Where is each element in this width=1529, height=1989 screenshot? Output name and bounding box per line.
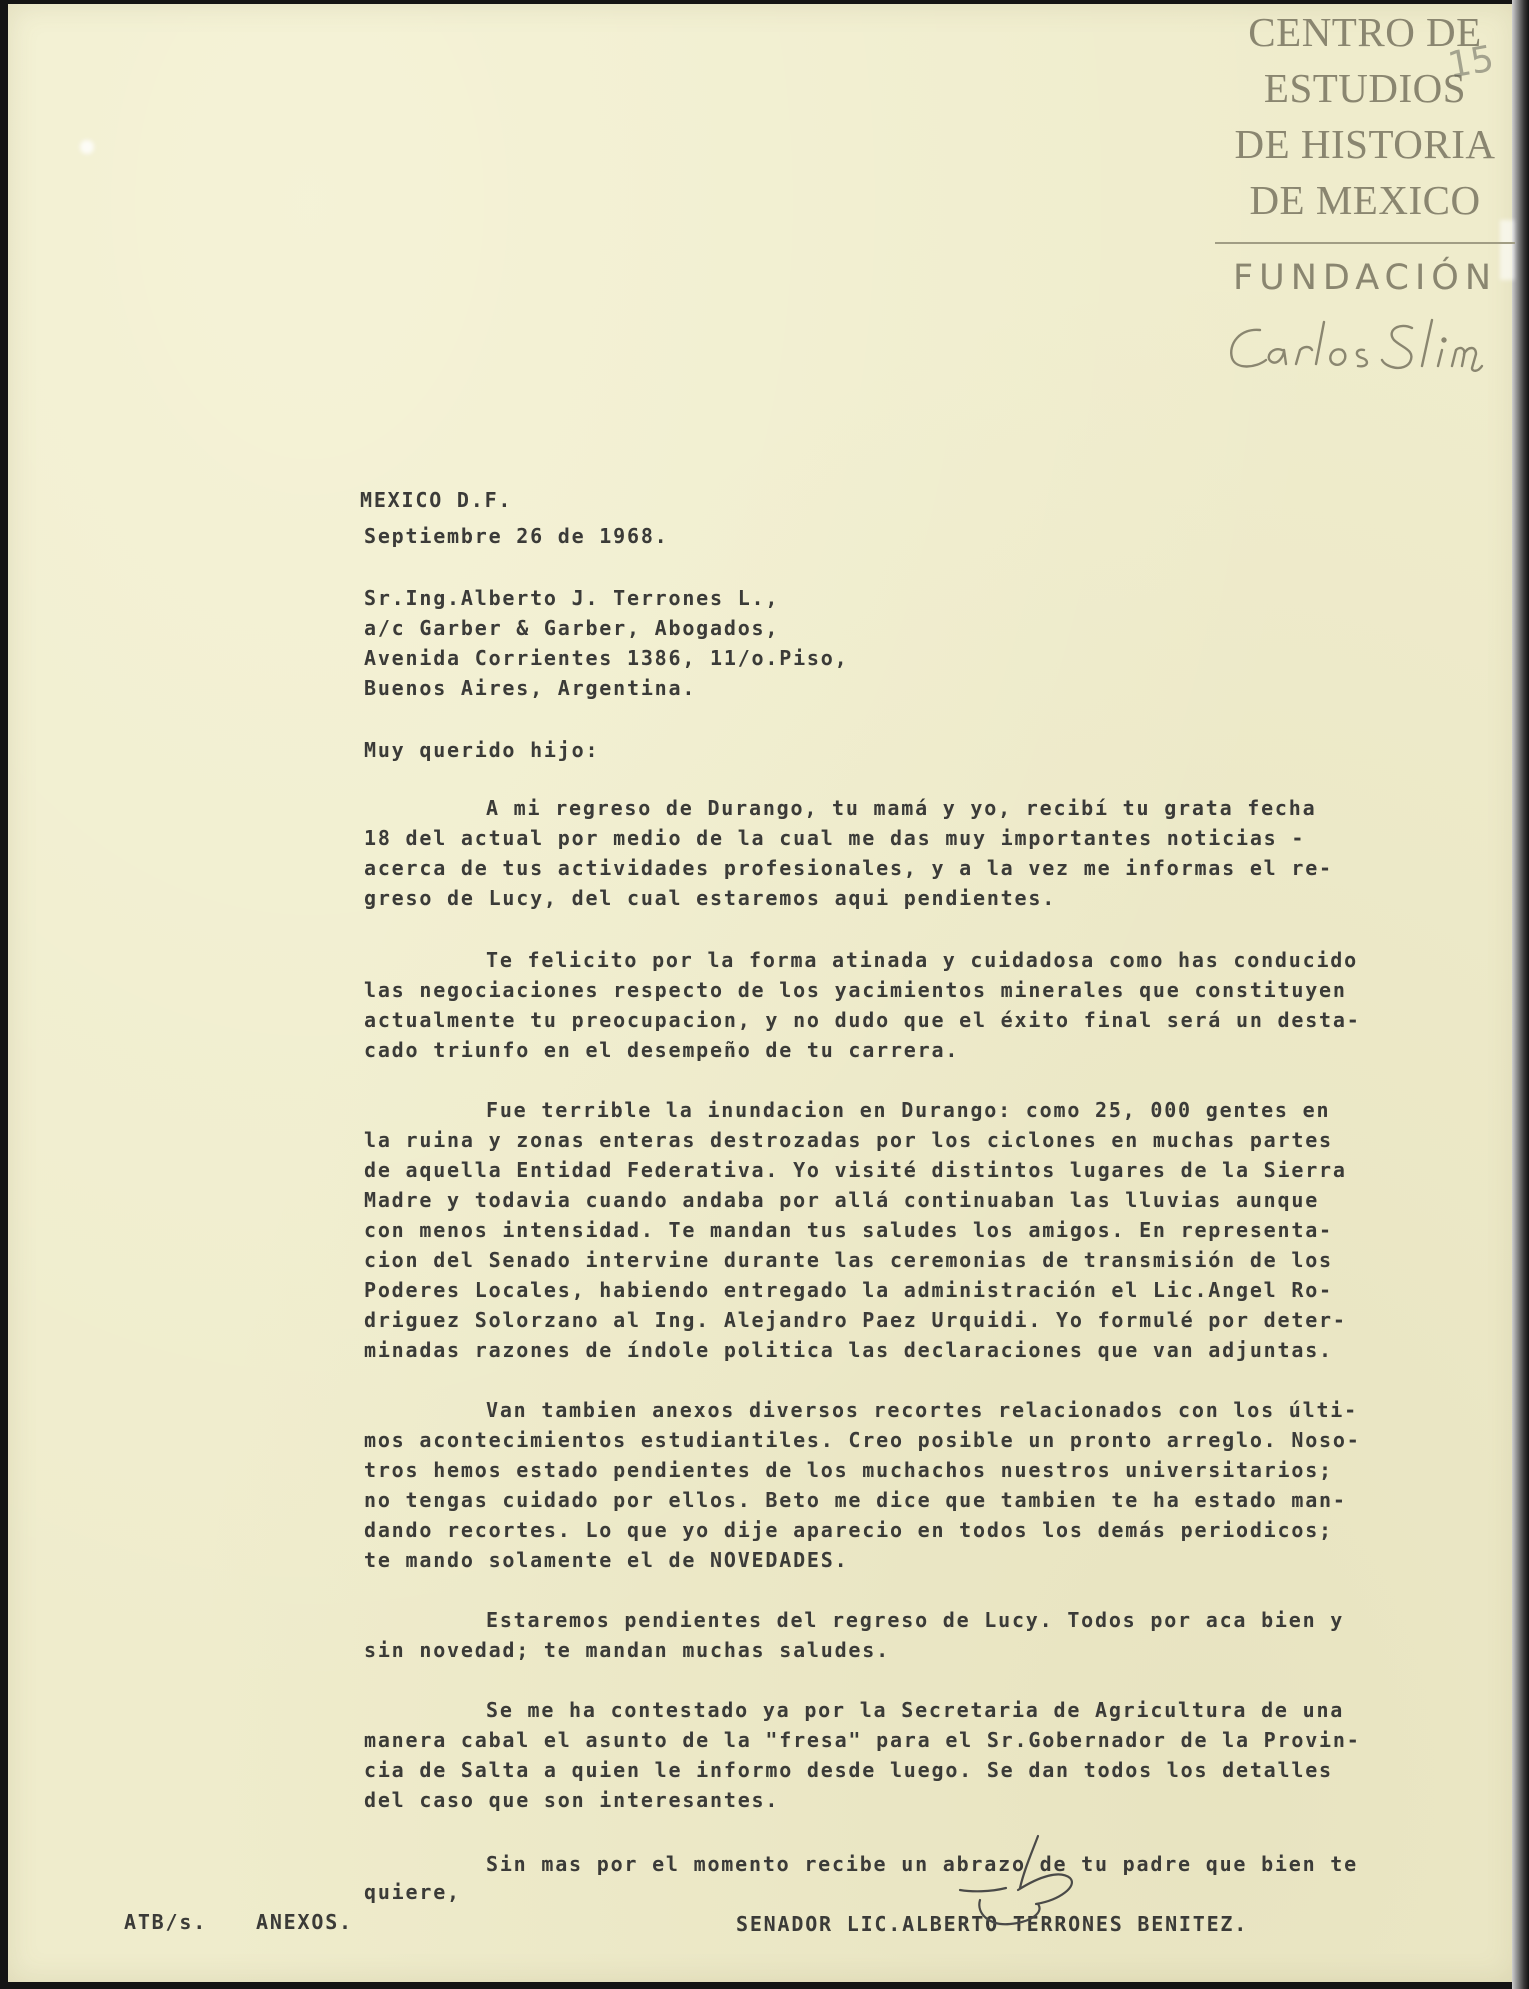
paragraph-line: minadas razones de índole politica las declaraciones que van adjuntas.: [364, 1338, 1333, 1362]
paragraph-line: actualmente tu preocupacion, y no dudo que el éxito final será un desta-: [364, 1008, 1361, 1032]
paragraph-line: Poderes Locales, habiendo entregado la administración el Lic.Angel Ro-: [364, 1278, 1333, 1302]
paragraph-line: la ruina y zonas enteras destrozadas por los ciclones en muchas partes: [364, 1128, 1333, 1152]
letter-place: MEXICO D.F.: [360, 488, 513, 512]
paragraph-line: cia de Salta a quien le informo desde luego. Se dan todos los detalles: [364, 1758, 1333, 1782]
recipient-line: Sr.Ing.Alberto J. Terrones L.,: [364, 586, 780, 610]
paragraph-line: mos acontecimientos estudiantiles. Creo posible un pronto arreglo. Noso-: [364, 1428, 1361, 1452]
stamp-line: DE HISTORIA: [1234, 121, 1496, 167]
paragraph-line: sin novedad; te mandan muchas saludes.: [364, 1638, 890, 1662]
handwritten-number: 15: [1444, 38, 1498, 87]
paragraph-line: del caso que son interesantes.: [364, 1788, 780, 1812]
paragraph-line: de aquella Entidad Federativa. Yo visité distintos lugares de la Sierra: [364, 1158, 1347, 1182]
paragraph-line: dando recortes. Lo que yo dije aparecio en todos los demás periodicos;: [364, 1518, 1333, 1542]
paragraph-line: con menos intensidad. Te mandan tus saludes los amigos. En representa-: [364, 1218, 1333, 1242]
paragraph-line: Se me ha contestado ya por la Secretaria de Agricultura de una: [486, 1698, 1345, 1722]
paragraph-line: acerca de tus actividades profesionales, y a la vez me informas el re-: [364, 856, 1333, 880]
paper-speck: [80, 140, 94, 154]
carlos-slim-signature-logo: [1220, 310, 1510, 380]
paragraph-line: Van tambien anexos diversos recortes relacionados con los últi-: [486, 1398, 1358, 1422]
paragraph-line: greso de Lucy, del cual estaremos aqui pendientes.: [364, 886, 1057, 910]
paragraph-line: te mando solamente el de NOVEDADES.: [364, 1548, 849, 1572]
paragraph-line: Estaremos pendientes del regreso de Lucy. Todos por aca bien y: [486, 1608, 1345, 1632]
stamp-divider: [1215, 242, 1515, 244]
paragraph-line: Sin mas por el momento recibe un abrazo de tu padre que bien te: [486, 1852, 1358, 1876]
paragraph-line: manera cabal el asunto de la "fresa" para el Sr.Gobernador de la Provin-: [364, 1728, 1361, 1752]
paragraph-line: Madre y todavia cuando andaba por allá continuaban las lluvias aunque: [364, 1188, 1320, 1212]
recipient-line: Avenida Corrientes 1386, 11/o.Piso,: [364, 646, 849, 670]
typist-initials: ATB/s.: [124, 1910, 208, 1934]
stamp-foundation: FUNDACIÓN: [1232, 258, 1498, 298]
paragraph-line: 18 del actual por medio de la cual me das muy importantes noticias -: [364, 826, 1306, 850]
paragraph-line: cado triunfo en el desempeño de tu carrera.: [364, 1038, 960, 1062]
stamp-line: ESTUDIOS: [1263, 65, 1467, 111]
paragraph-line: driguez Solorzano al Ing. Alejandro Paez Urquidi. Yo formulé por deter-: [364, 1308, 1347, 1332]
recipient-line: a/c Garber & Garber, Abogados,: [364, 616, 780, 640]
recipient-line: Buenos Aires, Argentina.: [364, 676, 697, 700]
salutation: Muy querido hijo:: [364, 738, 600, 762]
paragraph-line: cion del Senado intervine durante las ceremonias de transmisión de los: [364, 1248, 1333, 1272]
paragraph-line: Fue terrible la inundacion en Durango: como 25, 000 gentes en: [486, 1098, 1331, 1122]
paragraph-line: Te felicito por la forma atinada y cuidadosa como has conducido: [486, 948, 1358, 972]
paragraph-line: no tengas cuidado por ellos. Beto me dice que tambien te ha estado man-: [364, 1488, 1347, 1512]
paragraph-line: tros hemos estado pendientes de los muchachos nuestros universitarios;: [364, 1458, 1333, 1482]
paragraph-line: quiere,: [364, 1880, 461, 1904]
paragraph-line: las negociaciones respecto de los yacimientos minerales que constituyen: [364, 978, 1347, 1002]
handwritten-signature: [920, 1830, 1100, 1940]
annex-note: ANEXOS.: [256, 1910, 353, 1934]
letter-date: Septiembre 26 de 1968.: [364, 524, 669, 548]
signer-name: SENADOR LIC.ALBERTO TERRONES BENITEZ.: [736, 1912, 1249, 1936]
stamp-line: DE MEXICO: [1249, 177, 1481, 223]
paragraph-line: A mi regreso de Durango, tu mamá y yo, recibí tu grata fecha: [486, 796, 1317, 820]
stamp-line: CENTRO DE: [1248, 9, 1482, 55]
